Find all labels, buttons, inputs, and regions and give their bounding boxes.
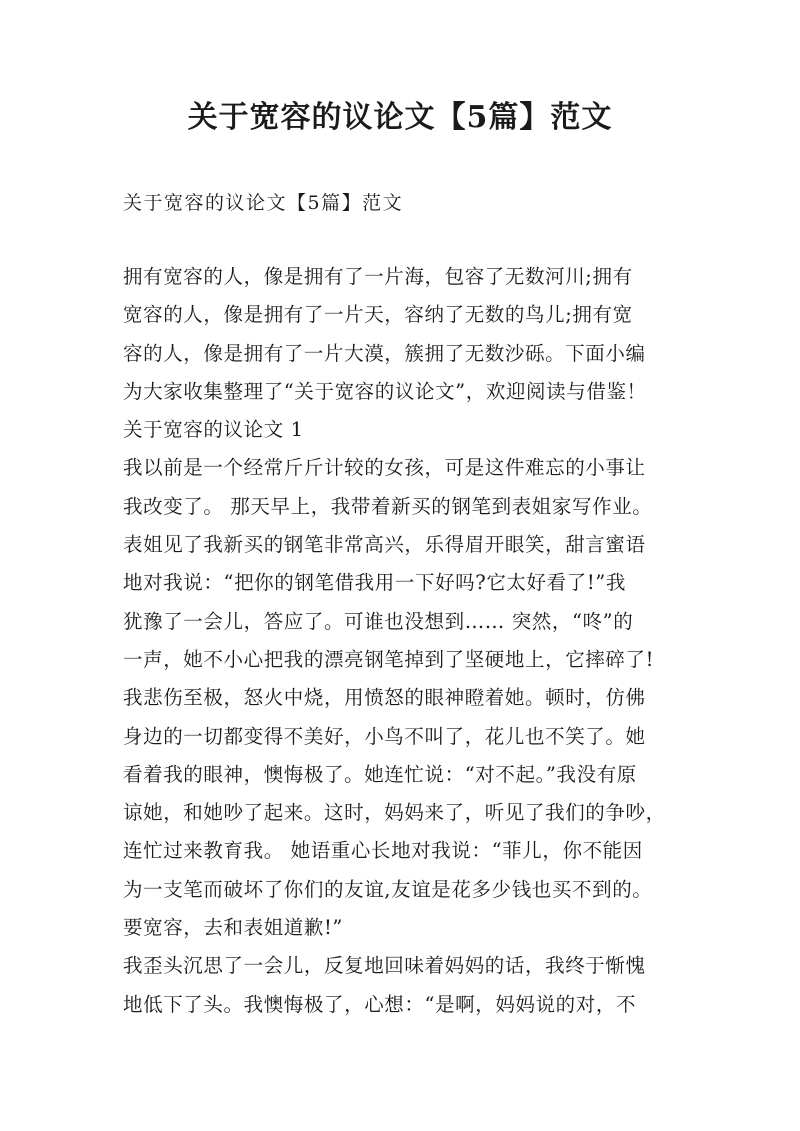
body-line: 犹豫了一会儿，答应了。可谁也没想到…… 突然，“咚”的 xyxy=(123,609,634,633)
body-line: 我以前是一个经常斤斤计较的女孩，可是这件难忘的小事让 xyxy=(123,456,646,480)
body-line: 一声，她不小心把我的漂亮钢笔掉到了坚硬地上，它摔碎了! xyxy=(123,647,655,671)
body-line: 身边的一切都变得不美好，小鸟不叫了，花儿也不笑了。她 xyxy=(123,724,646,748)
body-line: 地低下了头。我懊悔极了，心想：“是啊，妈妈说的对，不 xyxy=(123,992,637,1016)
document-subtitle: 关于宽容的议论文【5篇】范文 xyxy=(123,192,404,214)
body-line: 表姐见了我新买的钢笔非常高兴，乐得眉开眼笑，甜言蜜语 xyxy=(123,533,646,557)
body-line: 看着我的眼神，懊悔极了。她连忙说：“对不起。”我没有原 xyxy=(123,762,637,786)
body-line: 宽容的人，像是拥有了一片天，容纳了无数的鸟儿;拥有宽 xyxy=(123,303,633,327)
body-line: 为大家收集整理了“关于宽容的议论文”，欢迎阅读与借鉴！ xyxy=(123,379,647,403)
body-line: 容的人，像是拥有了一片大漠，簇拥了无数沙砾。下面小编 xyxy=(123,341,646,365)
body-line: 我改变了。 那天早上，我带着新买的钢笔到表姐家写作业。 xyxy=(123,494,653,518)
body-line: 谅她，和她吵了起来。这时，妈妈来了，听见了我们的争吵， xyxy=(123,801,666,825)
body-line: 我悲伤至极，怒火中烧，用愤怒的眼神瞪着她。顿时，仿佛 xyxy=(123,686,646,710)
body-line: 我歪头沉思了一会儿，反复地回味着妈妈的话，我终于惭愧 xyxy=(123,954,646,978)
body-line: 连忙过来教育我。 她语重心长地对我说：“菲儿，你不能因 xyxy=(123,839,643,863)
body-line: 地对我说：“把你的钢笔借我用一下好吗?它太好看了!”我 xyxy=(123,571,626,595)
section-heading: 关于宽容的议论文 1 xyxy=(123,418,304,442)
document-body xyxy=(123,258,693,1024)
body-line: 拥有宽容的人，像是拥有了一片海，包容了无数河川;拥有 xyxy=(123,265,633,288)
document-title: 关于宽容的议论文【5篇】范文 xyxy=(187,100,613,135)
body-line: 为一支笔而破坏了你们的友谊,友谊是花多少钱也买不到的。 xyxy=(123,877,653,901)
body-line: 要宽容，去和表姐道歉!” xyxy=(123,916,344,940)
